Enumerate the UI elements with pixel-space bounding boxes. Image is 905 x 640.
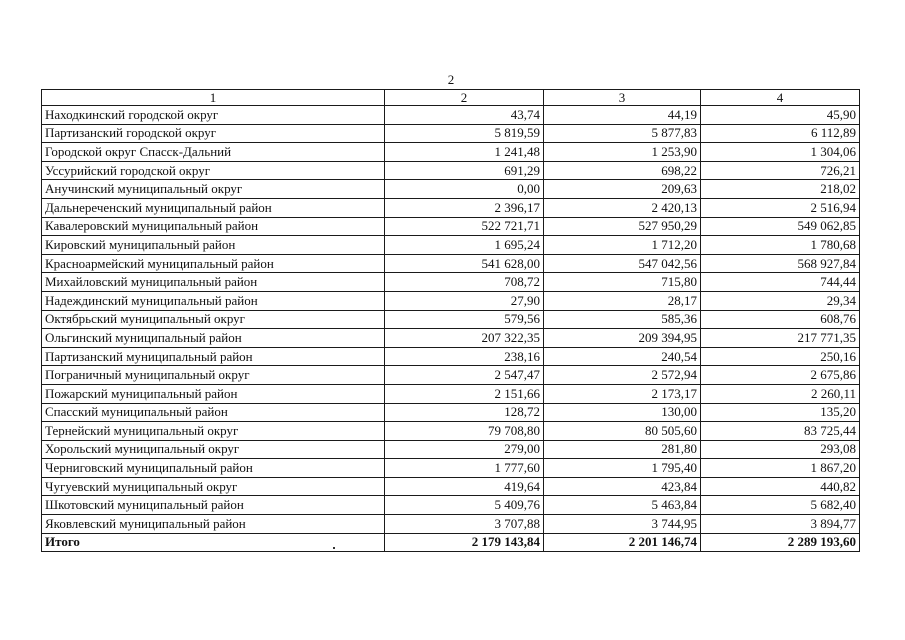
value-col-3: 1 795,40 (544, 459, 701, 478)
municipality-name: Партизанский муниципальный район (42, 347, 385, 366)
data-table (41, 89, 860, 552)
value-col-2: 27,90 (385, 291, 544, 310)
value-col-2: 207 322,35 (385, 329, 544, 348)
table-row (42, 366, 860, 385)
value-col-4: 744,44 (701, 273, 860, 292)
municipality-name: Черниговский муниципальный район (42, 459, 385, 478)
value-col-2: 541 628,00 (385, 254, 544, 273)
table-row (42, 236, 860, 255)
value-col-3: 585,36 (544, 310, 701, 329)
value-col-4: 3 894,77 (701, 515, 860, 534)
municipality-name: Михайловский муниципальный район (42, 273, 385, 292)
table-row (42, 440, 860, 459)
table-row (42, 384, 860, 403)
table-row (42, 422, 860, 441)
value-col-2: 3 707,88 (385, 515, 544, 534)
value-col-3: 80 505,60 (544, 422, 701, 441)
municipality-name: Анучинский муниципальный округ (42, 180, 385, 199)
value-col-3: 1 253,90 (544, 143, 701, 162)
table-row (42, 477, 860, 496)
table-row (42, 403, 860, 422)
table-row (42, 254, 860, 273)
municipality-name: Яковлевский муниципальный район (42, 515, 385, 534)
value-col-2: 2 547,47 (385, 366, 544, 385)
value-col-2: 419,64 (385, 477, 544, 496)
value-col-2: 0,00 (385, 180, 544, 199)
value-col-4: 549 062,85 (701, 217, 860, 236)
value-col-4: 29,34 (701, 291, 860, 310)
value-col-3: 527 950,29 (544, 217, 701, 236)
header-col-2: 2 (385, 90, 544, 106)
total-row (42, 533, 860, 552)
value-col-2: 128,72 (385, 403, 544, 422)
header-col-4: 4 (701, 90, 860, 106)
value-col-4: 2 675,86 (701, 366, 860, 385)
value-col-4: 608,76 (701, 310, 860, 329)
value-col-2: 5 819,59 (385, 124, 544, 143)
value-col-4: 726,21 (701, 161, 860, 180)
municipality-name: Кавалеровский муниципальный район (42, 217, 385, 236)
table-row (42, 161, 860, 180)
total-label: Итого (42, 533, 385, 552)
value-col-2: 691,29 (385, 161, 544, 180)
table-row (42, 143, 860, 162)
municipality-name: Октябрьский муниципальный округ (42, 310, 385, 329)
municipality-name: Пожарский муниципальный район (42, 384, 385, 403)
value-col-3: 3 744,95 (544, 515, 701, 534)
table-row (42, 329, 860, 348)
table-row (42, 459, 860, 478)
value-col-2: 579,56 (385, 310, 544, 329)
value-col-4: 2 516,94 (701, 198, 860, 217)
table-row (42, 273, 860, 292)
value-col-3: 2 572,94 (544, 366, 701, 385)
header-col-1: 1 (42, 90, 385, 106)
scan-speck (333, 547, 335, 549)
value-col-4: 1 780,68 (701, 236, 860, 255)
value-col-2: 2 151,66 (385, 384, 544, 403)
table-row (42, 124, 860, 143)
municipality-name: Красноармейский муниципальный район (42, 254, 385, 273)
value-col-4: 293,08 (701, 440, 860, 459)
value-col-3: 28,17 (544, 291, 701, 310)
municipality-name: Надеждинский муниципальный район (42, 291, 385, 310)
value-col-2: 43,74 (385, 106, 544, 125)
value-col-2: 1 695,24 (385, 236, 544, 255)
total-col-4: 2 289 193,60 (701, 533, 860, 552)
value-col-2: 1 241,48 (385, 143, 544, 162)
table-row (42, 198, 860, 217)
table-row (42, 291, 860, 310)
value-col-3: 2 420,13 (544, 198, 701, 217)
value-col-4: 1 304,06 (701, 143, 860, 162)
value-col-4: 218,02 (701, 180, 860, 199)
value-col-3: 547 042,56 (544, 254, 701, 273)
municipality-name: Пограничный муниципальный округ (42, 366, 385, 385)
table-row (42, 515, 860, 534)
value-col-2: 79 708,80 (385, 422, 544, 441)
value-col-4: 440,82 (701, 477, 860, 496)
value-col-3: 2 173,17 (544, 384, 701, 403)
value-col-3: 209 394,95 (544, 329, 701, 348)
value-col-2: 522 721,71 (385, 217, 544, 236)
value-col-3: 240,54 (544, 347, 701, 366)
value-col-3: 209,63 (544, 180, 701, 199)
table-row (42, 180, 860, 199)
value-col-3: 5 877,83 (544, 124, 701, 143)
value-col-4: 217 771,35 (701, 329, 860, 348)
value-col-4: 568 927,84 (701, 254, 860, 273)
value-col-4: 6 112,89 (701, 124, 860, 143)
table-row (42, 310, 860, 329)
value-col-2: 5 409,76 (385, 496, 544, 515)
table-row (42, 217, 860, 236)
value-col-3: 5 463,84 (544, 496, 701, 515)
municipality-name: Уссурийский городской округ (42, 161, 385, 180)
value-col-3: 130,00 (544, 403, 701, 422)
value-col-3: 44,19 (544, 106, 701, 125)
municipality-name: Хорольский муниципальный округ (42, 440, 385, 459)
municipality-name: Ольгинский муниципальный район (42, 329, 385, 348)
value-col-2: 708,72 (385, 273, 544, 292)
value-col-3: 281,80 (544, 440, 701, 459)
municipality-name: Городской округ Спасск-Дальний (42, 143, 385, 162)
value-col-3: 698,22 (544, 161, 701, 180)
value-col-4: 45,90 (701, 106, 860, 125)
value-col-4: 1 867,20 (701, 459, 860, 478)
value-col-4: 83 725,44 (701, 422, 860, 441)
value-col-2: 1 777,60 (385, 459, 544, 478)
municipality-name: Тернейский муниципальный округ (42, 422, 385, 441)
header-col-3: 3 (544, 90, 701, 106)
value-col-2: 2 396,17 (385, 198, 544, 217)
table-row (42, 106, 860, 125)
value-col-4: 2 260,11 (701, 384, 860, 403)
total-col-3: 2 201 146,74 (544, 533, 701, 552)
municipality-name: Кировский муниципальный район (42, 236, 385, 255)
value-col-3: 423,84 (544, 477, 701, 496)
municipality-name: Спасский муниципальный район (42, 403, 385, 422)
municipality-name: Шкотовский муниципальный район (42, 496, 385, 515)
municipality-name: Чугуевский муниципальный округ (42, 477, 385, 496)
municipality-name: Дальнереченский муниципальный район (42, 198, 385, 217)
total-col-2: 2 179 143,84 (385, 533, 544, 552)
value-col-4: 5 682,40 (701, 496, 860, 515)
page-number: 2 (447, 72, 455, 87)
header-row (42, 90, 860, 106)
table-row (42, 496, 860, 515)
value-col-4: 250,16 (701, 347, 860, 366)
table-row (42, 347, 860, 366)
value-col-2: 238,16 (385, 347, 544, 366)
value-col-3: 1 712,20 (544, 236, 701, 255)
municipality-name: Находкинский городской округ (42, 106, 385, 125)
table-body (42, 106, 860, 552)
value-col-3: 715,80 (544, 273, 701, 292)
value-col-2: 279,00 (385, 440, 544, 459)
value-col-4: 135,20 (701, 403, 860, 422)
municipality-name: Партизанский городской округ (42, 124, 385, 143)
